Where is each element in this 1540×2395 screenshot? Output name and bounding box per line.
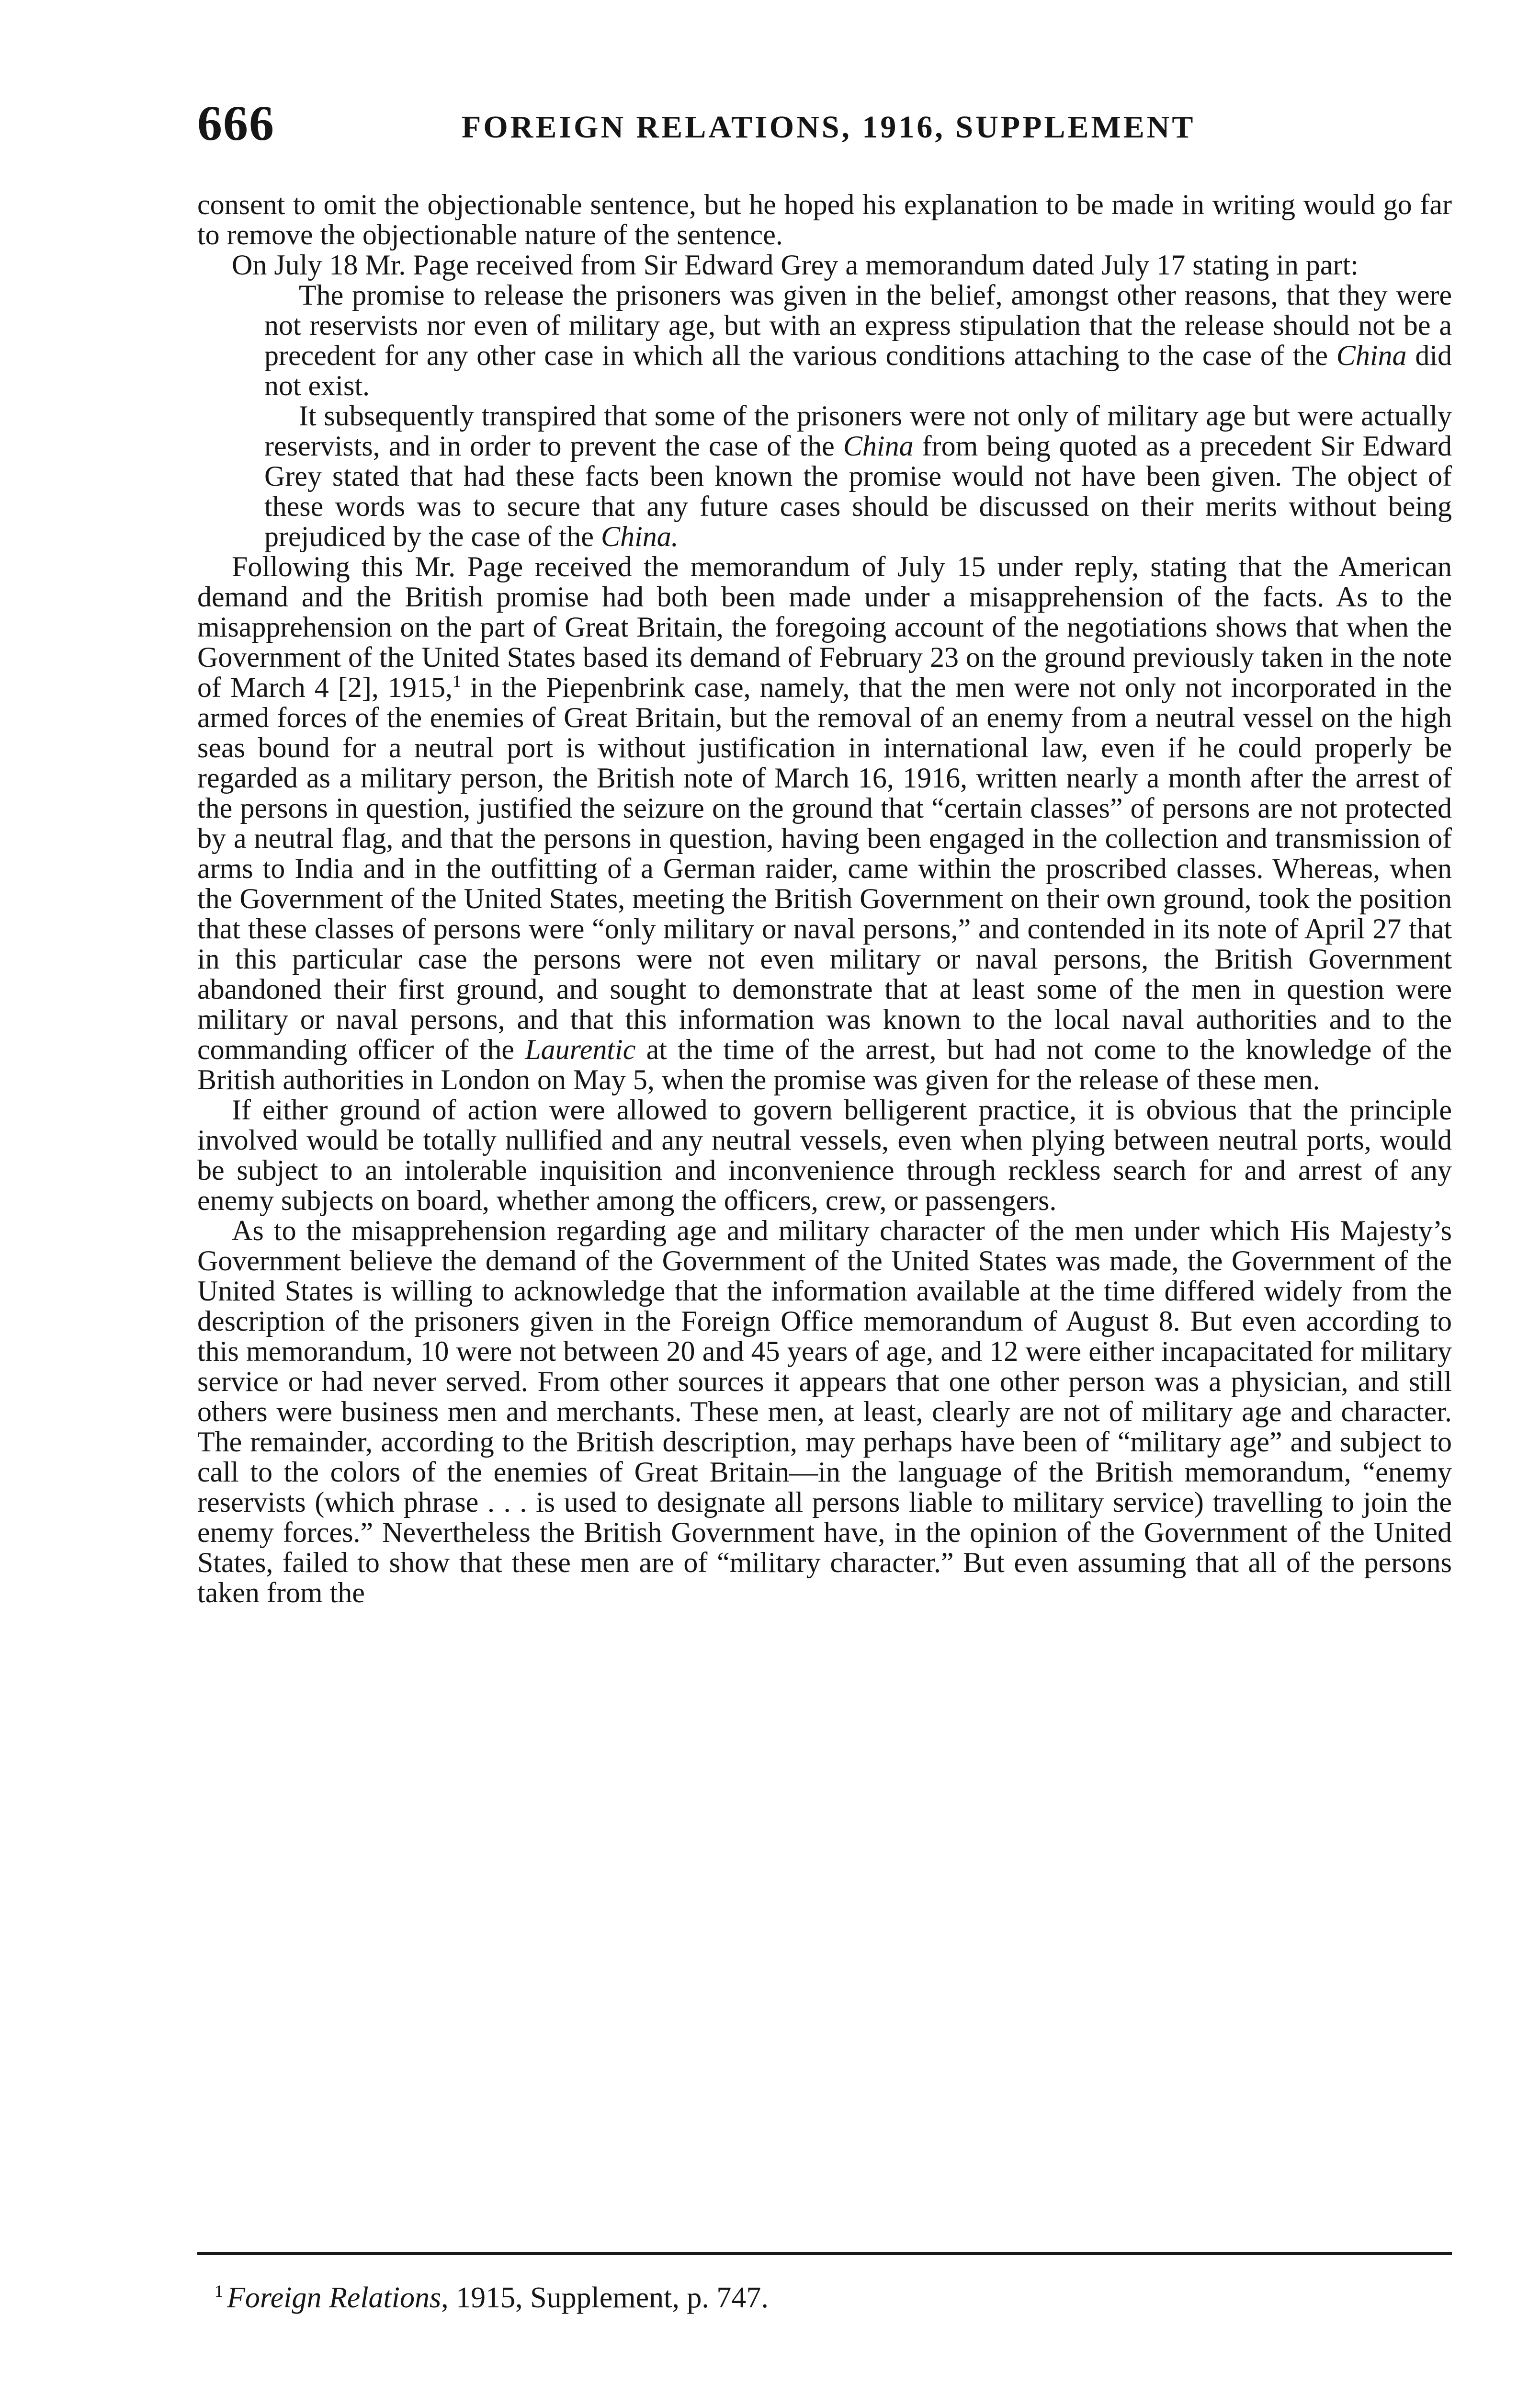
footnote-title: Foreign Relations	[227, 2281, 442, 2314]
quote-2-text-b: from being quoted as a precedent Sir Edward Grey stated that had these facts been known the promise would not have been given. The object of these words was to secure that any future cases should be discussed on their merits without being prejudiced by the case of the	[264, 430, 1452, 552]
p3-text-a: Following this Mr. Page received the memorandum of July 15 under reply, stating that the American demand and the British promise had both been made under a misapprehension of the facts. As to the misapprehension on the part of Great Britain, the foregoing account of the negotiations shows that when the Government of the United States based its demand of February 23 on the ground previously taken in the note of March 4 [2], 1915,	[197, 551, 1452, 703]
ship-name-china: China	[843, 430, 914, 462]
footnote	[215, 2281, 769, 2315]
paragraph-as-to-misapprehension: As to the misapprehension regarding age and military character of the men under which His Majesty’s Government believe the demand of the Government of the United States was made, the Government of the United States is willing to acknowledge that the information available at the time differed widely from the description of the prisoners given in the Foreign Office memorandum of August 8. But even according to this memorandum, 10 were not between 20 and 45 years of age, and 12 were either incapacitated for military service or had never served. From other sources it appears that one other person was a physician, and still others were business men and merchants. These men, at least, clearly are not of military age and character. The remainder, according to the British description, may perhaps have been of “military age” and subject to call to the colors of the enemies of Great Britain—in the language of the British memorandum, “enemy reservists (which phrase . . . is used to designate all persons liable to military service) travelling to join the enemy forces.” Nevertheless the British Government have, in the opinion of the Government of the United States, failed to show that these men are of “military character.” But even assuming that all of the persons taken from the	[197, 1215, 1452, 1608]
footnote-marker: 1	[453, 672, 462, 691]
quote-paragraph-1	[264, 280, 1452, 401]
paragraph-following-this	[197, 552, 1452, 1095]
p3-text-c: at the time of the arrest, but had not come to the knowledge of the British authorities in London on May 5, when the promise was given for the release of these men.	[197, 1034, 1452, 1095]
paragraph-if-either: If either ground of action were allowed to govern belligerent practice, it is obvious that the principle involved would be totally nullified and any neutral vessels, even when plying between neutral ports, would be subject to an intolerable inquisition and inconvenience through reckless search for and arrest of any enemy subjects on board, whether among the officers, crew, or passengers.	[197, 1094, 1452, 1216]
ship-name-china: China	[1336, 340, 1407, 371]
quote-1-text-a: The promise to release the prisoners was given in the belief, amongst other reasons, that they were not reservists nor even of military age, but with an express stipulation that the release should not be a precedent for any other case in which all the various conditions attaching to the case of the	[264, 279, 1452, 371]
footnote-divider	[197, 2252, 1452, 2255]
page-header	[197, 95, 1452, 162]
quote-1-text-b: did not exist.	[264, 340, 1452, 401]
footnote-number: 1	[215, 2281, 223, 2301]
quote-2-text-a: It subsequently transpired that some of the prisoners were not only of military age but were actually reservists, and in order to prevent the case of the	[264, 400, 1452, 462]
paragraph-july-18: On July 18 Mr. Page received from Sir Edward Grey a memorandum dated July 17 stating in part:	[232, 249, 1359, 281]
quote-paragraph-2	[264, 401, 1452, 552]
ship-name-laurentic: Laurentic	[525, 1034, 636, 1065]
p3-text-b: in the Piepenbrink case, namely, that the men were not only not incorporated in the armed forces of the enemies of Great Britain, but the removal of an enemy from a neutral vessel on the high seas bound for a neutral port is without justification in international law, even if he could properly be regarded as a military person, the British note of March 16, 1916, written nearly a month after the arrest of the persons in question, justified the seizure on the ground that “certain classes” of persons are not protected by a neutral flag, and that the persons in question, having been engaged in the collection and transmission of arms to India and in the outfitting of a German raider, came within the proscribed classes. Whereas, when the Government of the United States, meeting the British Government on their own ground, took the position that these classes of persons were “only military or naval persons,” and contended in its note of April 27 that in this particular case the persons were not even military or naval persons, the British Government abandoned their first ground, and sought to demonstrate that at least some of the men in question were military or naval persons, and that this information was known to the local naval authorities and to the commanding officer of the	[197, 672, 1452, 1065]
ship-name-china: China.	[601, 521, 679, 552]
paragraph-continuation: consent to omit the objectionable sentence, but he hoped his explanation to be made in writing would go far to remove the objectionable nature of the sentence.	[197, 189, 1452, 251]
page-number: 666	[197, 96, 275, 151]
footnote-text: , 1915, Supplement, p. 747.	[441, 2281, 769, 2314]
memorandum-quote	[264, 280, 1452, 552]
running-head: FOREIGN RELATIONS, 1916, SUPPLEMENT	[462, 110, 1196, 145]
body-text	[197, 190, 1452, 1608]
